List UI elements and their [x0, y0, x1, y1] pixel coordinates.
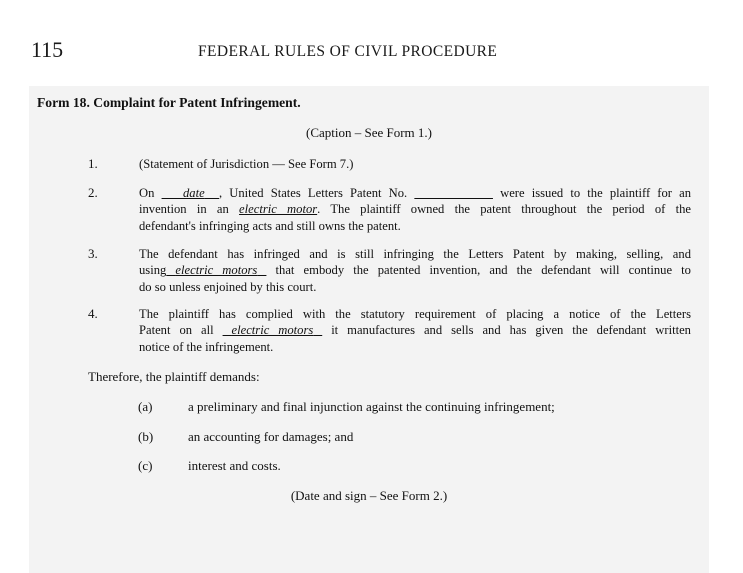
page-header — [0, 38, 743, 66]
demand-label: (c) — [138, 458, 153, 473]
item-line: defendant's infringing acts and still owns the patent. — [139, 218, 401, 233]
invention-blank: electric motor — [239, 202, 318, 217]
demand-text: a preliminary and final injunction against the continuing infringement; — [188, 399, 555, 414]
on-word: On — [139, 186, 155, 200]
item-line: (Statement of Jurisdiction — See Form 7.) — [139, 157, 354, 171]
item-number: 2. — [88, 185, 98, 200]
demands-intro: Therefore, the plaintiff demands: — [88, 369, 260, 384]
product-blank: electric motors — [175, 263, 258, 278]
item-line: The defendant has infringed and is still infringing the Letters Patent by making, selling, and — [139, 247, 691, 261]
demand-label: (b) — [138, 429, 154, 444]
product-blank: electric motors — [231, 323, 314, 338]
item-line: The plaintiff has complied with the statutory requirement of placing a notice of the Letters — [139, 307, 691, 321]
using-word: using — [139, 263, 167, 278]
signature-note: (Date and sign – See Form 2.) — [290, 488, 448, 503]
item-number: 1. — [88, 156, 98, 171]
form-title: Form 18. Complaint for Patent Infringement. — [37, 95, 301, 110]
patent-number-blank — [414, 186, 493, 200]
demand-text: an accounting for damages; and — [188, 429, 354, 444]
item-text — [139, 156, 691, 172]
item-line: do so unless enjoined by this court. — [139, 279, 317, 294]
item-line-rest: it manufactures and sells and has given the defendant written — [331, 323, 691, 338]
item-number: 3. — [88, 246, 98, 261]
item-line — [139, 201, 691, 217]
item-line: notice of the infringement. — [139, 339, 274, 354]
item-line — [139, 262, 691, 278]
item-text — [139, 306, 691, 355]
item-line — [139, 322, 691, 338]
patent-no-text: , United States Letters Patent No. — [218, 186, 408, 200]
caption-note: (Caption – See Form 1.) — [305, 125, 432, 140]
item-line — [139, 185, 691, 201]
item-text — [139, 246, 691, 295]
item-number: 4. — [88, 306, 98, 321]
demand-label: (a) — [138, 399, 153, 414]
patent-on-all-text: Patent on all — [139, 323, 214, 338]
invention-text: invention in an — [139, 202, 229, 217]
issued-text: were issued to the plaintiff for an — [500, 186, 692, 200]
owned-text: . The plaintiff owned the patent throughout the period of the — [317, 202, 691, 217]
item-text — [139, 185, 691, 234]
item-line-rest: that embody the patented invention, and the defendant will continue to — [275, 263, 691, 278]
form-scan — [29, 86, 709, 573]
demand-text: interest and costs. — [188, 458, 281, 473]
running-head: FEDERAL RULES OF CIVIL PROCEDURE — [198, 43, 498, 60]
page-number: 115 — [31, 37, 64, 62]
date-blank: date — [183, 186, 205, 200]
